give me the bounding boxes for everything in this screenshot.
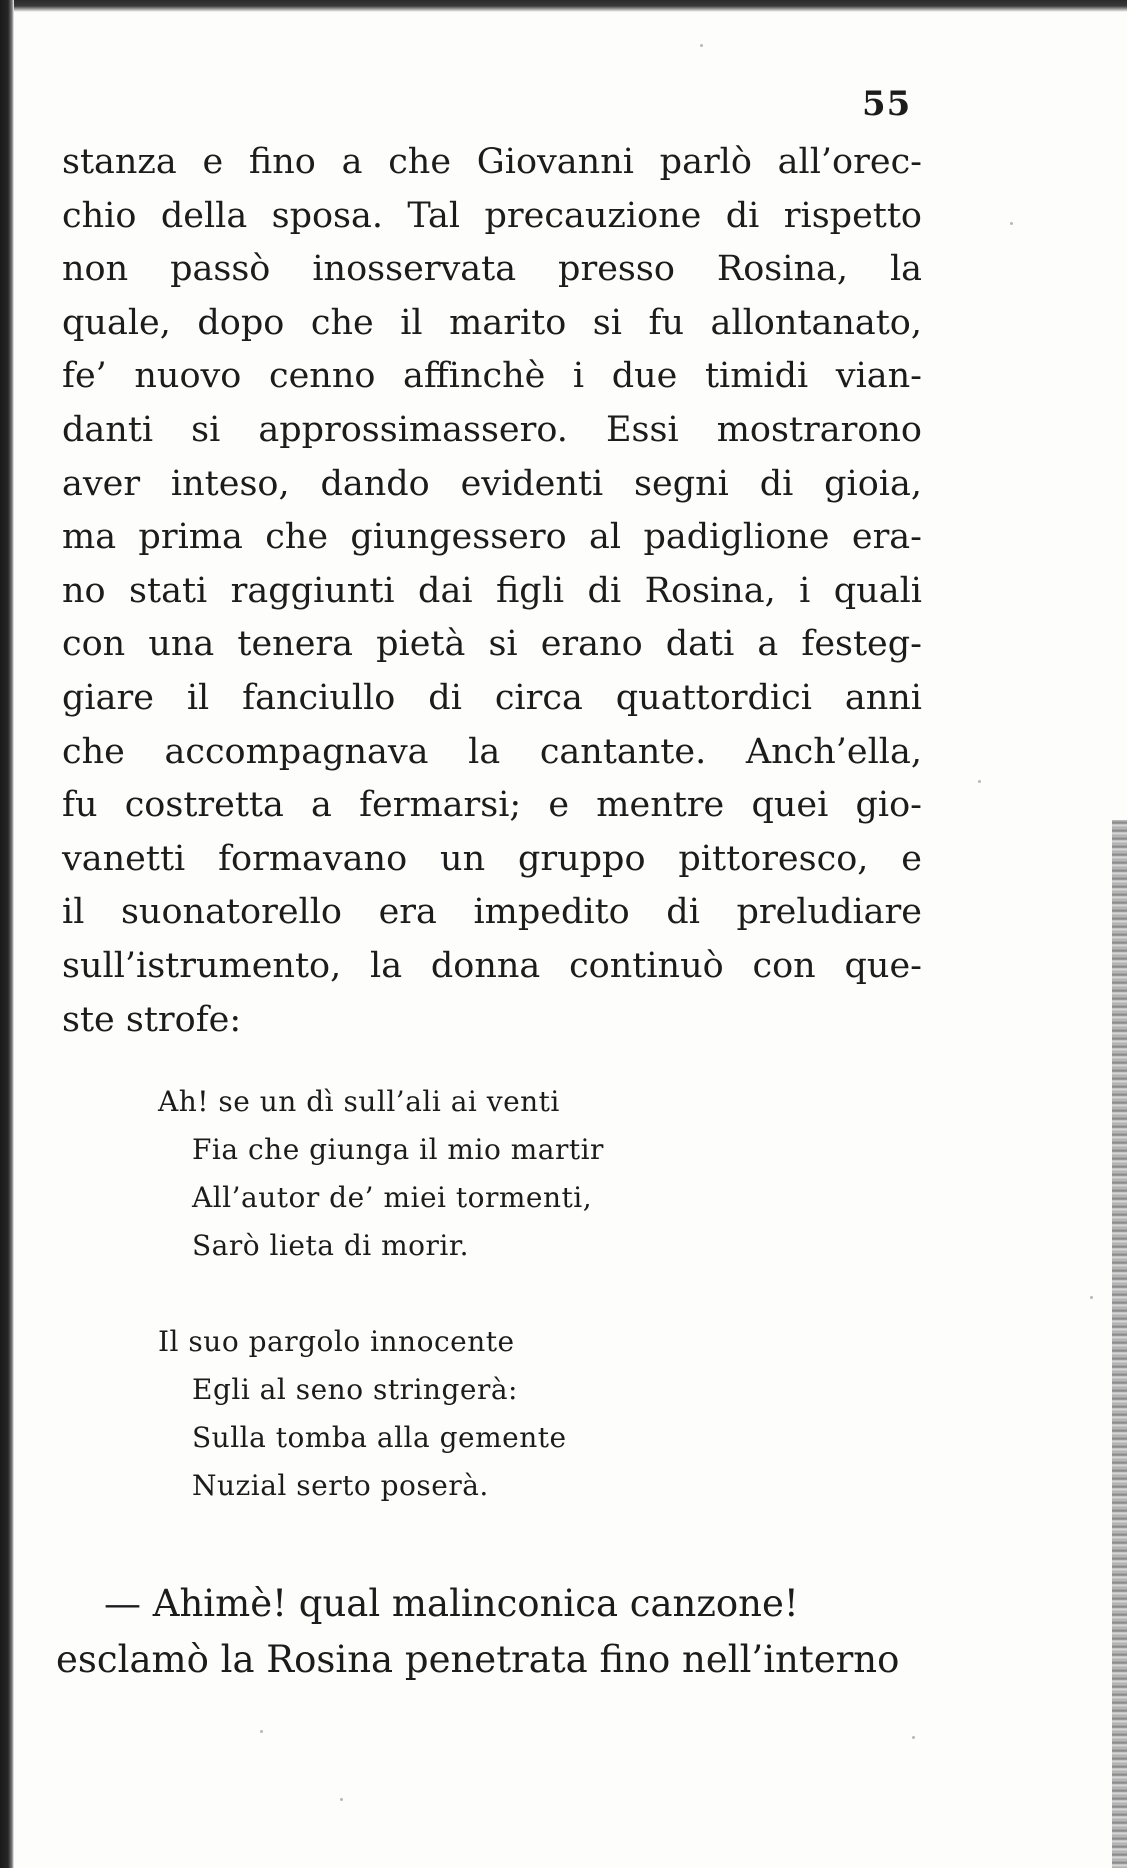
prose-line: sull’istrumento, la donna continuò con que-: [62, 945, 922, 986]
closing-line: — Ahimè! qual malinconica canzone!: [104, 1582, 799, 1625]
prose-line: giare il fanciullo di circa quattordici anni: [62, 677, 922, 718]
scan-edge-top: [0, 0, 1127, 12]
page-number: 55: [862, 84, 912, 124]
scan-speck: [340, 1798, 343, 1801]
verse-stanza-1: [158, 1078, 858, 1270]
verse-line: Fia che giunga il mio martir: [192, 1133, 604, 1166]
verse-line: All’autor de’ miei tormenti,: [192, 1181, 593, 1214]
scan-speck: [912, 1736, 915, 1739]
prose-line: no stati raggiunti dai figli di Rosina, i quali: [62, 570, 922, 611]
scan-edge-right: [1112, 820, 1127, 1868]
prose-line: danti si approssimassero. Essi mostrarono: [62, 409, 922, 450]
closing-line: esclamò la Rosina penetrata fino nell’interno: [56, 1638, 900, 1681]
verse-line: Il suo pargolo innocente: [158, 1325, 515, 1358]
prose-line: ste strofe:: [62, 999, 242, 1040]
verse-line: Ah! se un dì sull’ali ai venti: [158, 1085, 560, 1118]
prose-line: chio della sposa. Tal precauzione di rispetto: [62, 195, 922, 236]
prose-line: il suonatorello era impedito di preludiare: [62, 892, 922, 933]
prose-line: quale, dopo che il marito si fu allontanato,: [62, 302, 922, 343]
verse-line: Egli al seno stringerà:: [192, 1373, 518, 1406]
prose-paragraph: [62, 136, 922, 1047]
scan-speck: [1010, 222, 1013, 225]
scan-speck: [978, 780, 981, 783]
prose-line: vanetti formavano un gruppo pittoresco, e: [62, 838, 922, 879]
prose-line: che accompagnava la cantante. Anch’ella,: [62, 731, 922, 772]
scan-speck: [700, 44, 703, 47]
prose-line: stanza e fino a che Giovanni parlò all’orec-: [62, 142, 922, 182]
verse-line: Nuzial serto poserà.: [192, 1469, 489, 1502]
verse-line: Sulla tomba alla gemente: [192, 1421, 567, 1454]
prose-line: fu costretta a fermarsi; e mentre quei gio-: [62, 785, 922, 826]
prose-line: ma prima che giungessero al padiglione era-: [62, 517, 922, 558]
verse-stanza-2: [158, 1318, 858, 1510]
scan-speck: [260, 1730, 263, 1733]
prose-line: aver inteso, dando evidenti segni di gioia,: [62, 463, 922, 504]
scan-edge-left: [0, 0, 14, 1868]
prose-line: con una tenera pietà si erano dati a festeg-: [62, 624, 922, 665]
verse-line: Sarò lieta di morir.: [192, 1229, 470, 1262]
closing-paragraph: [56, 1576, 926, 1688]
prose-line: fe’ nuovo cenno affinchè i due timidi vian-: [62, 356, 922, 397]
scan-speck: [1090, 1296, 1093, 1299]
prose-line: non passò inosservata presso Rosina, la: [62, 249, 922, 290]
